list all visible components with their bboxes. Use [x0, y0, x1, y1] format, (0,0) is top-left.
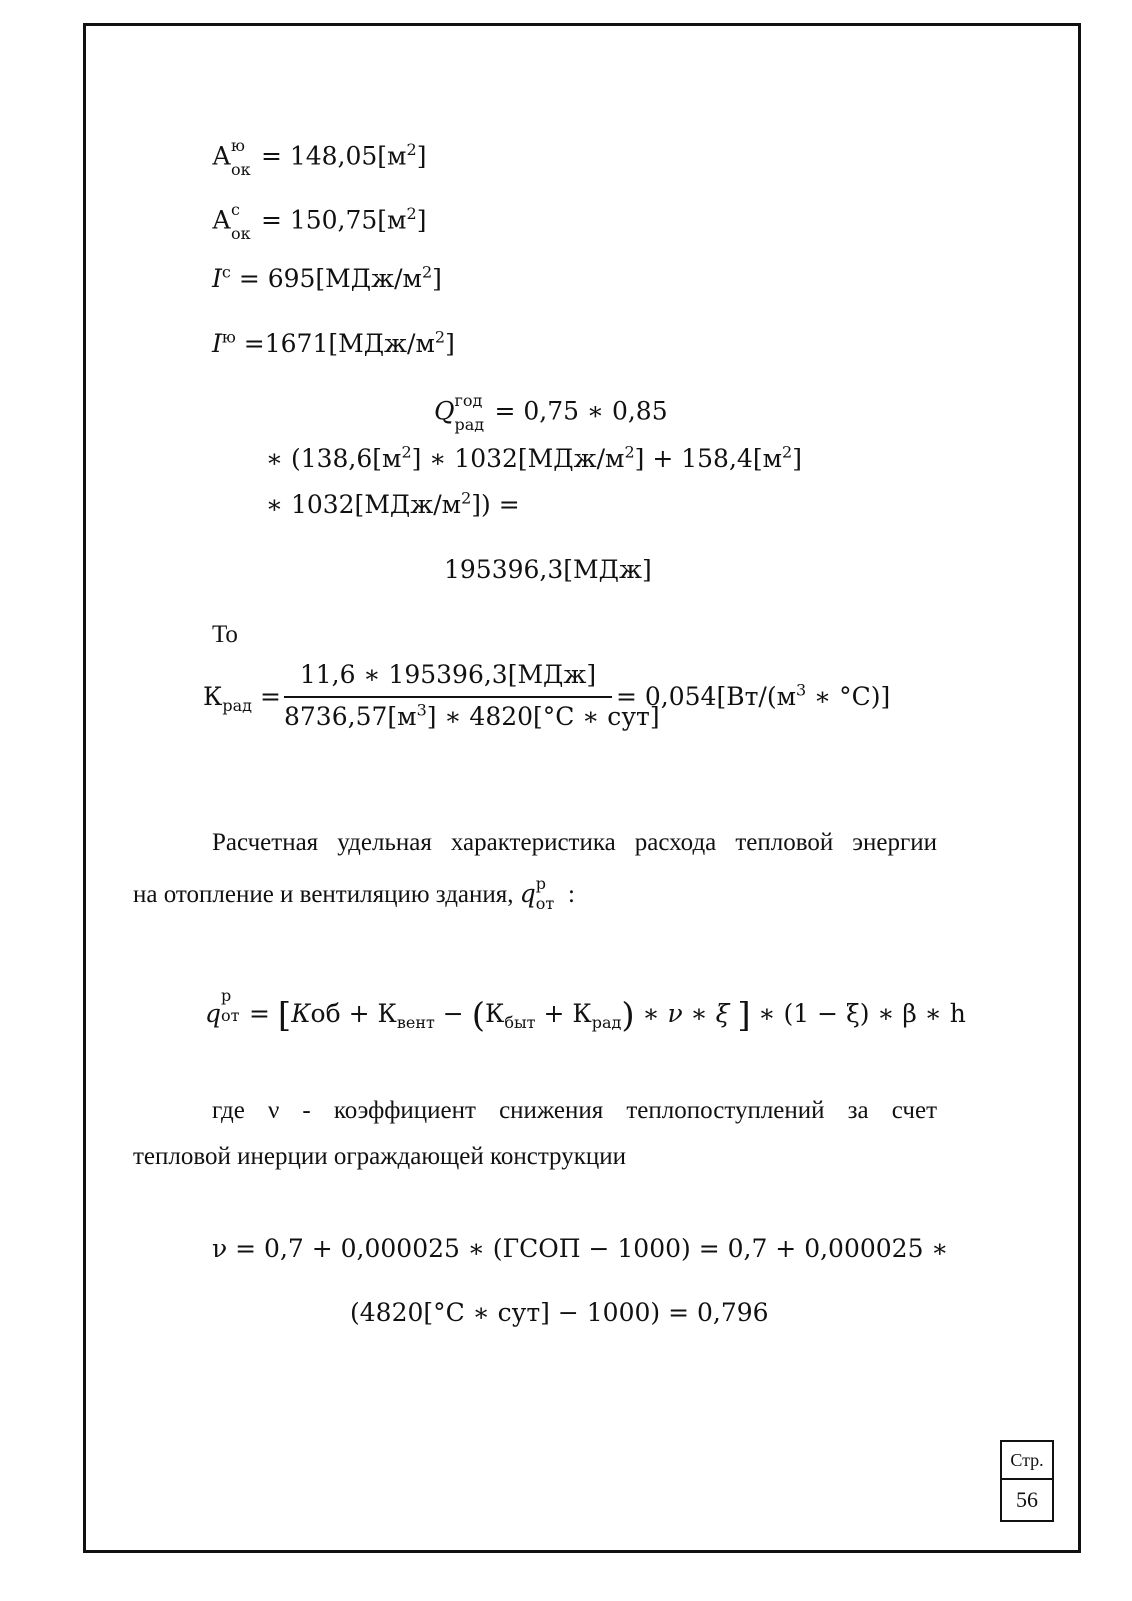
equation-radiation-south: $I^ю =1671[МДж/м^2]$: [212, 327, 455, 358]
formula-nu-line2: (4820[°С ∗ сут] − 1000) = 0,796: [350, 1298, 769, 1327]
k-rad-numerator: 11,6 ∗ 195396,3[МДж]: [299, 660, 597, 689]
equation-q-rad-line2: ∗ ($138,6[м^2]$ ∗ $1032[МДж/м^2] + 158,4[м^2]$: [266, 442, 802, 473]
k-rad-symbol: $К_{рад}$ =: [203, 682, 281, 715]
k-rad-denominator: $8736,57[м^3]$ ∗ 4820[°С ∗ сут]: [284, 700, 660, 731]
equation-window-area-north: А с ок = $150,75[м^2]$: [212, 200, 427, 243]
fraction-bar: [284, 696, 612, 698]
equation-window-area-south: А ю ок = $148,05[м^2]$: [212, 136, 427, 179]
paragraph-line-2: на отопление и вентиляцию здания, q р от :: [133, 874, 575, 913]
formula-nu-line1: ν = 0,7 + 0,000025 ∗ (ГСОП − 1000) = 0,7 + 0,000025 ∗: [212, 1234, 949, 1263]
equation-radiation-north: $I^с = 695[МДж/м^2]$: [212, 262, 442, 293]
word-to: То: [212, 621, 238, 648]
paragraph-nu-line-1: где ν - коэффициент снижения теплопоступлений за счет: [212, 1097, 937, 1124]
paragraph-nu-line-2: тепловой инерции ограждающей конструкции: [133, 1143, 627, 1170]
page-number: 56: [1016, 1487, 1038, 1512]
page-label: Стр.: [1010, 1449, 1044, 1470]
k-rad-result: = $0,054[Вт/(м^3$ ∗ °С)]: [616, 680, 891, 711]
formula-q-ot: q р от = [$Коб + К_{вент} - (К_{быт} + К_{рад})$ ∗ ν ∗ ξ ] ∗ (1 − ξ) ∗ β ∗ h: [205, 986, 966, 1036]
k-rad-fraction: [284, 660, 660, 732]
equation-q-rad-result: 195396,3[МДж]: [444, 555, 652, 584]
equation-q-rad-line1: Q год рад = 0,75 ∗ 0,85: [434, 391, 668, 434]
equation-q-rad-line3: ∗ $1032[МДж/м^2]$) =: [266, 488, 520, 519]
page-number-box: [1000, 1478, 1054, 1522]
paragraph-line-1: Расчетная удельная характеристика расхода тепловой энергии: [212, 829, 937, 856]
page-label-box: [1000, 1440, 1054, 1480]
